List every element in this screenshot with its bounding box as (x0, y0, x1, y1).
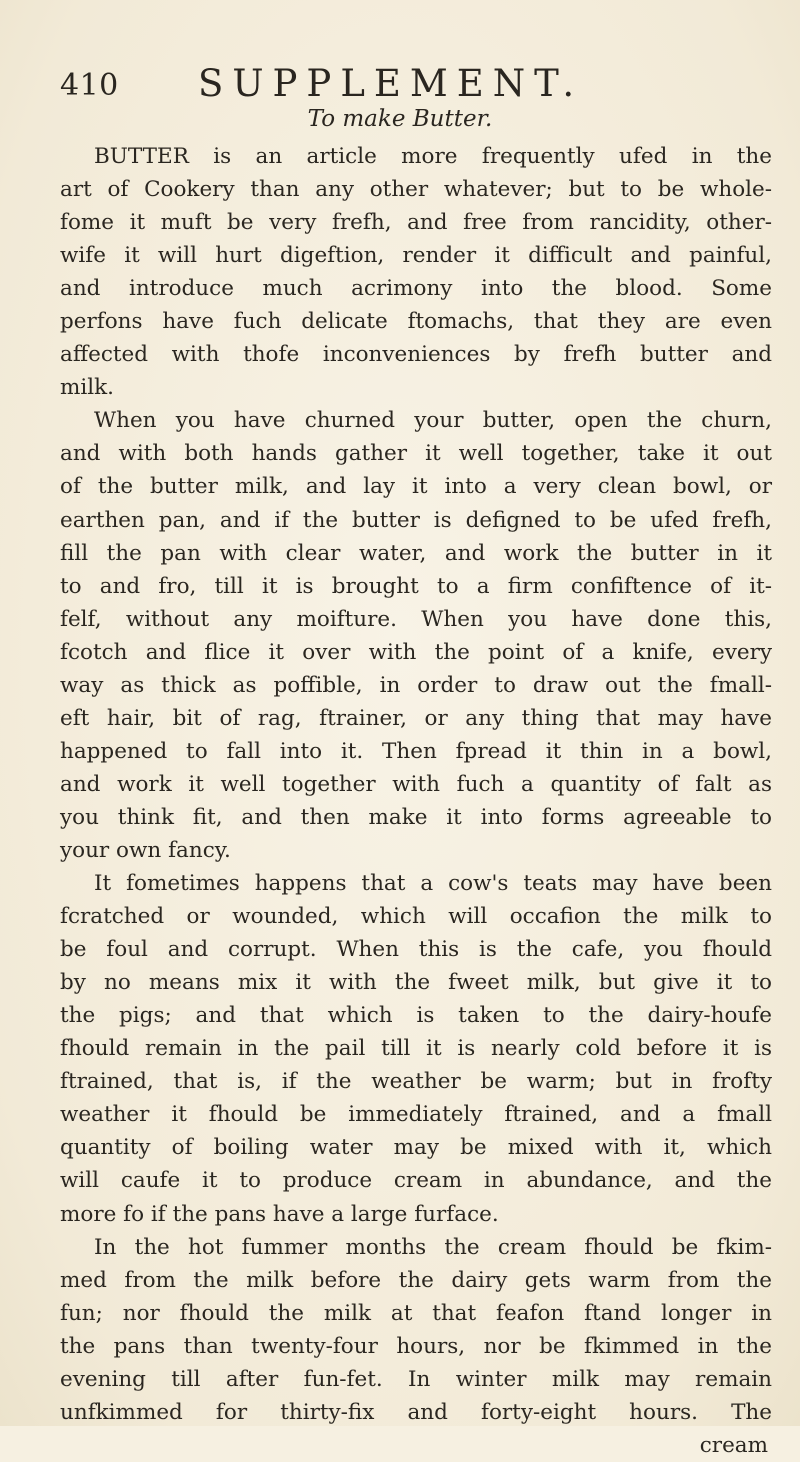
text-line: and introduce much acrimony into the blood. Some (60, 276, 772, 302)
text-line: eft hair, bit of rag, ftrainer, or any thing that may have (60, 705, 772, 731)
text-line: affected with thofe inconveniences by frefh butter and (60, 342, 772, 368)
text-line: art of Cookery than any other whatever; but to be whole- (60, 177, 772, 203)
text-line: In the hot fummer months the cream fhould be fkim- (94, 1234, 772, 1260)
text-line: fun; nor fhould the milk at that feafon ftand longer in (60, 1300, 772, 1326)
text-line: fcratched or wounded, which will occafion the milk to (60, 904, 772, 930)
text-line: quantity of boiling water may be mixed with it, which (60, 1135, 772, 1161)
text-line: the pigs; and that which is taken to the dairy-houfe (60, 1003, 772, 1029)
text-line: and work it well together with fuch a quantity of falt as (60, 771, 772, 797)
running-head-title: SUPPLEMENT. (198, 62, 584, 105)
text-line: the pans than twenty-four hours, nor be fkimmed in the (60, 1333, 772, 1359)
text-line: fill the pan with clear water, and work the butter in it (60, 540, 772, 566)
text-line: perfons have fuch delicate ftomachs, that they are even (60, 309, 772, 335)
text-line: fome it muft be very frefh, and free from rancidity, other- (60, 210, 772, 236)
catchword: cream (699, 1432, 768, 1458)
text-line: by no means mix it with the fweet milk, but give it to (60, 970, 772, 996)
text-line: wife it will hurt digeftion, render it difficult and painful, (60, 243, 772, 269)
text-line: weather it fhould be immediately ftrained, and a fmall (60, 1102, 772, 1128)
text-line: evening till after fun-fet. In winter milk may remain (60, 1366, 772, 1392)
text-line: BUTTER is an article more frequently ufed in the (94, 144, 772, 169)
text-line: you think fit, and then make it into forms agreeable to (60, 804, 772, 830)
text-line: fhould remain in the pail till it is nearly cold before it is (60, 1036, 772, 1062)
text-line: milk. (60, 375, 115, 401)
text-line: more fo if the pans have a large furface. (60, 1201, 499, 1227)
page-number: 410 (60, 68, 119, 103)
text-line: med from the milk before the dairy gets warm from the (60, 1267, 772, 1293)
text-line: way as thick as poffible, in order to draw out the fmall- (60, 672, 772, 698)
text-line: happened to fall into it. Then fpread it thin in a bowl, (60, 738, 772, 764)
text-line: ftrained, that is, if the weather be warm; but in frofty (60, 1069, 772, 1095)
body-text (60, 140, 772, 1462)
text-line: fcotch and flice it over with the point of a knife, every (60, 639, 772, 665)
text-line: unfkimmed for thirty-fix and forty-eight hours. The (60, 1399, 772, 1425)
text-line: and with both hands gather it well together, take it out (60, 441, 772, 467)
text-line: of the butter milk, and lay it into a very clean bowl, or (60, 474, 772, 500)
text-line: earthen pan, and if the butter is defigned to be ufed frefh, (60, 507, 772, 533)
text-line: felf, without any moifture. When you have done this, (60, 606, 772, 632)
text-line: When you have churned your butter, open the churn, (94, 408, 772, 434)
running-head (60, 62, 760, 106)
text-line: will caufe it to produce cream in abundance, and the (60, 1168, 772, 1194)
text-line: It fometimes happens that a cow's teats may have been (94, 871, 772, 897)
text-line: to and fro, till it is brought to a firm confiftence of it- (60, 573, 772, 599)
section-title: To make Butter. (307, 106, 493, 132)
text-line: be foul and corrupt. When this is the cafe, you fhould (60, 937, 772, 963)
text-line: your own fancy. (60, 837, 231, 863)
